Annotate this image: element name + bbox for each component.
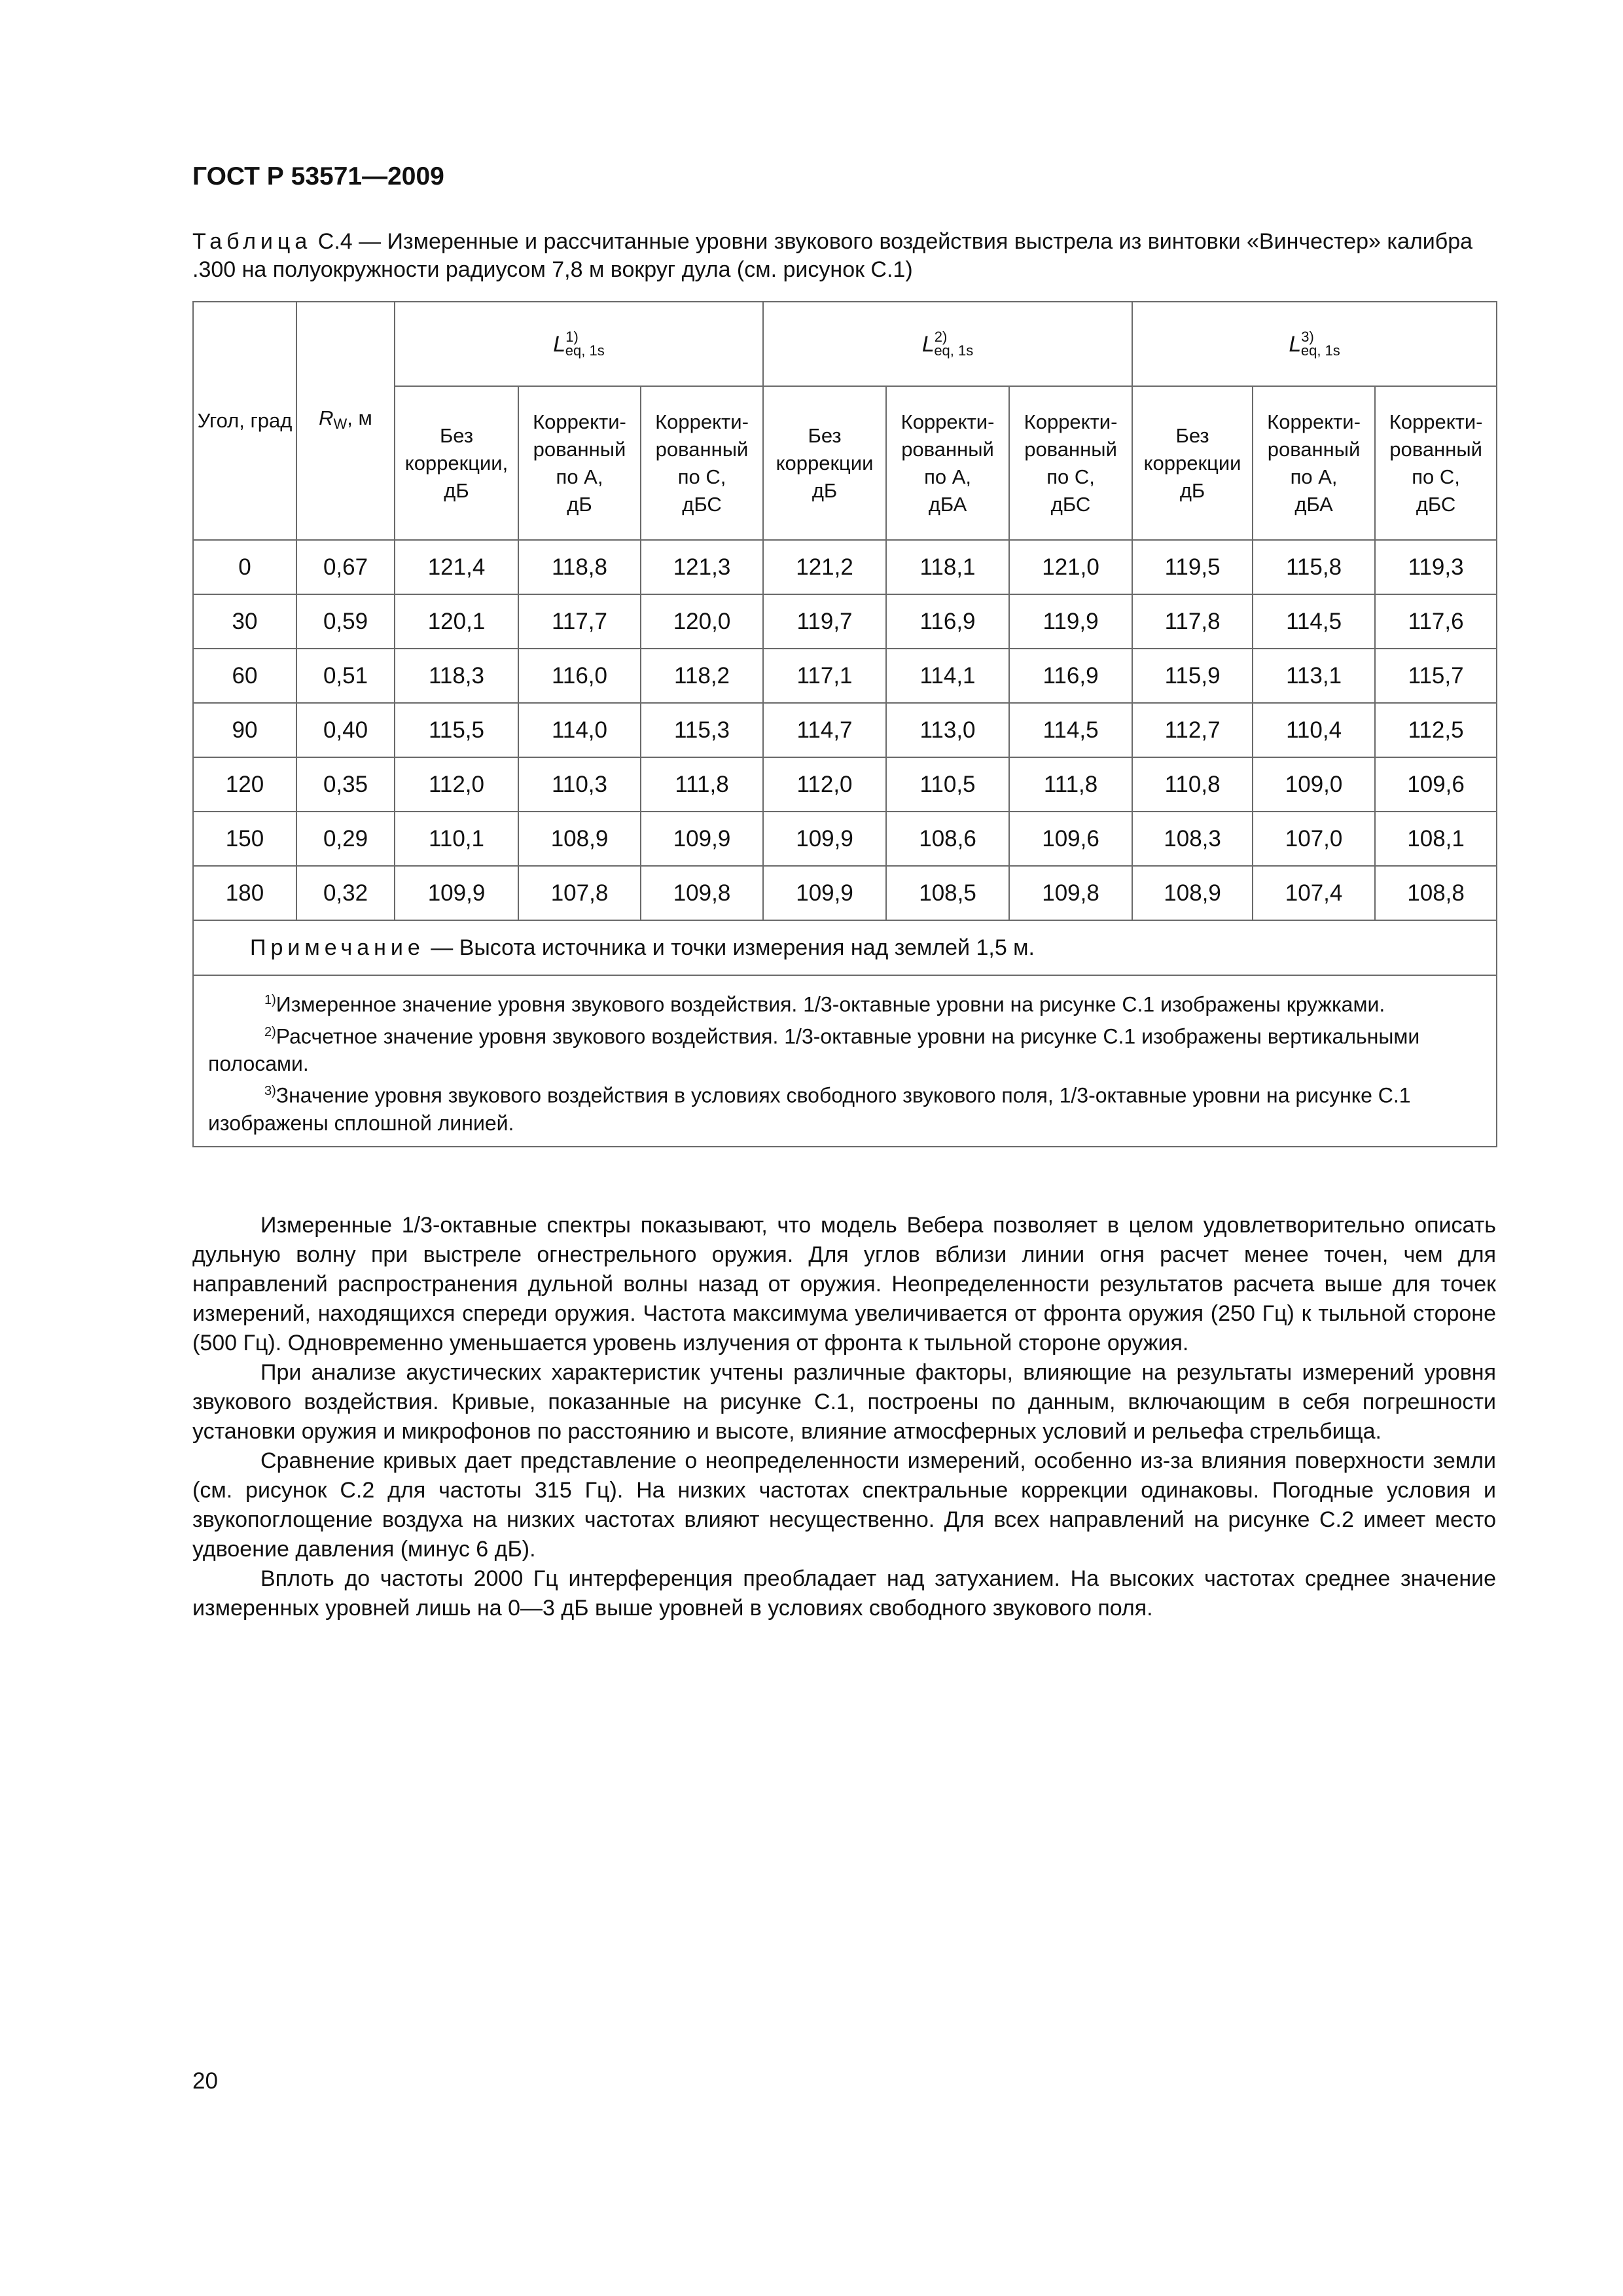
subcol-header: Корректи- рованный по С, дБС bbox=[1375, 386, 1497, 540]
table-cell: 121,3 bbox=[641, 540, 763, 594]
table-caption bbox=[192, 228, 1495, 284]
group-header-measured: $L^{1)}_{eq, 1s}$ bbox=[395, 302, 763, 386]
table-cell: 120 bbox=[193, 757, 296, 812]
table-caption-text: С.4 — Измеренные и рассчитанные уровни звукового воздействия выстрела из винтовки «Винчестер» калибра .300 на полуокружности радиусом 7,8 м вокруг дула (см. рисунок С.1) bbox=[192, 229, 1473, 282]
table-cell: 117,7 bbox=[518, 594, 641, 649]
table-footnotes bbox=[193, 975, 1497, 1147]
table-cell: 119,5 bbox=[1132, 540, 1253, 594]
subcol-header: Без коррекции дБ bbox=[1132, 386, 1253, 540]
table-cell: 0,29 bbox=[296, 812, 395, 866]
paragraph: При анализе акустических характеристик учтены различные факторы, влияющие на результаты измерений уровня звукового воздействия. Кривые, показанные на рисунке С.1, построены по данным, включающим в себя погрешности установки оружия и микрофонов по расстоянию и высоте, влияние атмосферных условий и рельефа стрельбища. bbox=[192, 1360, 1496, 1444]
table-cell: 112,0 bbox=[763, 757, 886, 812]
table-cell: 110,3 bbox=[518, 757, 641, 812]
page-number: 20 bbox=[192, 2068, 218, 2094]
table-row bbox=[193, 757, 1497, 812]
subcol-header: Корректи- рованный по А, дБА bbox=[1253, 386, 1375, 540]
table-cell: 119,7 bbox=[763, 594, 886, 649]
table-cell: 112,0 bbox=[395, 757, 518, 812]
table-cell: 118,3 bbox=[395, 649, 518, 703]
rw-header: $R_W$, м bbox=[296, 302, 395, 540]
table-cell: 111,8 bbox=[1009, 757, 1132, 812]
table-cell: 108,3 bbox=[1132, 812, 1253, 866]
table-cell: 114,5 bbox=[1253, 594, 1375, 649]
table-cell: 121,2 bbox=[763, 540, 886, 594]
table-cell: 180 bbox=[193, 866, 296, 920]
table-cell: 107,4 bbox=[1253, 866, 1375, 920]
table-cell: 112,7 bbox=[1132, 703, 1253, 757]
table-cell: 109,8 bbox=[1009, 866, 1132, 920]
table-cell: 30 bbox=[193, 594, 296, 649]
table-cell: 115,3 bbox=[641, 703, 763, 757]
table-cell: 150 bbox=[193, 812, 296, 866]
table-cell: 0,51 bbox=[296, 649, 395, 703]
table-cell: 0 bbox=[193, 540, 296, 594]
table-cell: 117,6 bbox=[1375, 594, 1497, 649]
table-cell: 109,9 bbox=[641, 812, 763, 866]
subcol-header: Корректи- рованный по А, дБ bbox=[518, 386, 641, 540]
table-cell: 109,0 bbox=[1253, 757, 1375, 812]
paragraph: Вплоть до частоты 2000 Гц интерференция преобладает над затуханием. На высоких частотах среднее значение измеренных уровней лишь на 0—3 дБ выше уровней в условиях свободного звукового поля. bbox=[192, 1566, 1496, 1621]
table-cell: 0,59 bbox=[296, 594, 395, 649]
table-cell: 113,1 bbox=[1253, 649, 1375, 703]
table-cell: 116,9 bbox=[1009, 649, 1132, 703]
table-cell: 115,5 bbox=[395, 703, 518, 757]
table-cell: 109,8 bbox=[641, 866, 763, 920]
table-cell: 121,4 bbox=[395, 540, 518, 594]
footnote-1: $^{1)}$Измеренное значение уровня звукового воздействия. 1/3-октавные уровни на рисунке С.1 изображены кружками. bbox=[264, 992, 1385, 1016]
table-cell: 0,35 bbox=[296, 757, 395, 812]
table-row bbox=[193, 594, 1497, 649]
table-cell: 118,2 bbox=[641, 649, 763, 703]
subcol-header: Корректи- рованный по А, дБА bbox=[886, 386, 1009, 540]
table-cell: 109,9 bbox=[763, 812, 886, 866]
subcol-header: Корректи- рованный по С, дБС bbox=[1009, 386, 1132, 540]
table-cell: 60 bbox=[193, 649, 296, 703]
table-cell: 117,1 bbox=[763, 649, 886, 703]
table-cell: 116,9 bbox=[886, 594, 1009, 649]
table-cell: 109,6 bbox=[1375, 757, 1497, 812]
paragraph: Сравнение кривых дает представление о неопределенности измерений, особенно из-за влияния поверхности земли (см. рисунок С.2 для частоты 315 Гц). На низких частотах спектральные коррекции одинаковы. Погодные условия и звукопоглощение воздуха на низких частотах влияют несущественно. Для всех направлений на рисунке С.2 имеет место удвоение давления (минус 6 дБ). bbox=[192, 1448, 1496, 1562]
document-header: ГОСТ Р 53571—2009 bbox=[192, 162, 444, 190]
angle-header: Угол, град bbox=[193, 302, 296, 540]
measurement-table bbox=[192, 301, 1497, 1147]
table-cell: 0,67 bbox=[296, 540, 395, 594]
table-cell: 109,9 bbox=[395, 866, 518, 920]
table-row bbox=[193, 703, 1497, 757]
table-cell: 0,32 bbox=[296, 866, 395, 920]
table-cell: 114,1 bbox=[886, 649, 1009, 703]
table-cell: 119,9 bbox=[1009, 594, 1132, 649]
table-cell: 110,8 bbox=[1132, 757, 1253, 812]
table-cell: 111,8 bbox=[641, 757, 763, 812]
group-header-free-field: $L^{3)}_{eq, 1s}$ bbox=[1132, 302, 1497, 386]
table-cell: 120,1 bbox=[395, 594, 518, 649]
table-cell: 115,8 bbox=[1253, 540, 1375, 594]
table-cell: 115,7 bbox=[1375, 649, 1497, 703]
table-cell: 115,9 bbox=[1132, 649, 1253, 703]
table-cell: 109,6 bbox=[1009, 812, 1132, 866]
table-cell: 108,9 bbox=[1132, 866, 1253, 920]
table-cell: 108,8 bbox=[1375, 866, 1497, 920]
table-cell: 110,1 bbox=[395, 812, 518, 866]
table-caption-lead: Таблица bbox=[192, 229, 312, 254]
table-cell: 90 bbox=[193, 703, 296, 757]
table-cell: 114,5 bbox=[1009, 703, 1132, 757]
table-cell: 107,8 bbox=[518, 866, 641, 920]
table-cell: 108,9 bbox=[518, 812, 641, 866]
table-cell: 117,8 bbox=[1132, 594, 1253, 649]
table-cell: 0,40 bbox=[296, 703, 395, 757]
subcol-header: Без коррекции дБ bbox=[763, 386, 886, 540]
table-cell: 107,0 bbox=[1253, 812, 1375, 866]
table-cell: 114,7 bbox=[763, 703, 886, 757]
table-row bbox=[193, 866, 1497, 920]
table-cell: 108,1 bbox=[1375, 812, 1497, 866]
table-cell: 109,9 bbox=[763, 866, 886, 920]
table-cell: 114,0 bbox=[518, 703, 641, 757]
paragraph: Измеренные 1/3-октавные спектры показывают, что модель Вебера позволяет в целом удовлетворительно описать дульную волну при выстреле огнестрельного оружия. Для углов вблизи линии огня расчет менее точен, чем для направлений распространения дульной волны назад от оружия. Неопределенности результатов расчета выше для точек измерений, находящихся спереди оружия. Частота максимума увеличивается от фронта оружия (250 Гц) к тыльной стороне (500 Гц). Одновременно уменьшается уровень излучения от фронта к тыльной стороне оружия. bbox=[192, 1213, 1496, 1355]
table-cell: 120,0 bbox=[641, 594, 763, 649]
table-cell: 118,8 bbox=[518, 540, 641, 594]
table-cell: 108,5 bbox=[886, 866, 1009, 920]
table-cell: 121,0 bbox=[1009, 540, 1132, 594]
table-row bbox=[193, 540, 1497, 594]
body-text bbox=[192, 1211, 1496, 1623]
table-cell: 110,5 bbox=[886, 757, 1009, 812]
group-header-calculated: $L^{2)}_{eq, 1s}$ bbox=[763, 302, 1132, 386]
table-cell: 112,5 bbox=[1375, 703, 1497, 757]
table-cell: 119,3 bbox=[1375, 540, 1497, 594]
footnote-2: $^{2)}$Расчетное значение уровня звукового воздействия. 1/3-октавные уровни на рисунке С.1 изображены вертикальными полосами. bbox=[208, 1024, 1420, 1076]
subcol-header: Корректи- рованный по С, дБС bbox=[641, 386, 763, 540]
subcol-header: Без коррекции, дБ bbox=[395, 386, 518, 540]
table-row bbox=[193, 812, 1497, 866]
table-note: Примечание — Высота источника и точки измерения над землей 1,5 м. bbox=[193, 920, 1497, 975]
table-cell: 116,0 bbox=[518, 649, 641, 703]
table-cell: 113,0 bbox=[886, 703, 1009, 757]
footnote-3: $^{3)}$Значение уровня звукового воздействия в условиях свободного звукового поля, 1/3-октавные уровни на рисунке С.1 изображены сплошной линией. bbox=[208, 1083, 1411, 1135]
table-cell: 108,6 bbox=[886, 812, 1009, 866]
table-row bbox=[193, 649, 1497, 703]
table-cell: 110,4 bbox=[1253, 703, 1375, 757]
table-cell: 118,1 bbox=[886, 540, 1009, 594]
